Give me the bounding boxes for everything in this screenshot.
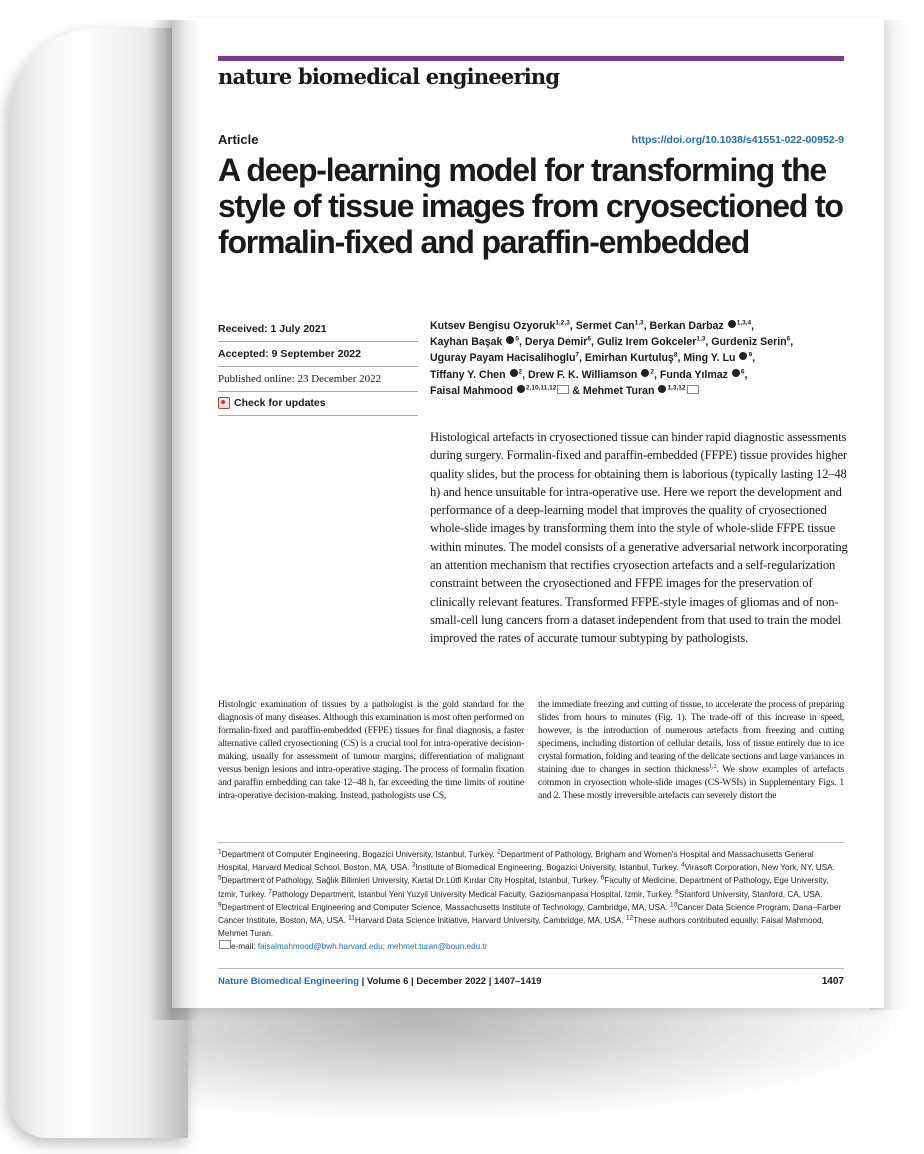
journal-name: nature biomedical engineering — [218, 64, 560, 89]
email-icon[interactable] — [557, 385, 569, 394]
orcid-icon[interactable] — [517, 385, 525, 393]
page-number: 1407 — [821, 976, 844, 987]
page-spine-shadow — [150, 20, 200, 1020]
affiliation-text: Pathology Department, Istanbul Yeni Yuzyil University Medical Faculty, Gaziosmanpasa Hospital, Izmir, Turkey. — [271, 889, 676, 899]
affiliation-text: Department of Pathology, Sağlık Bilimleri University, Kartal Dr.Lütfi Kırdar City Hospital, Istanbul, Turkey. — [221, 876, 601, 886]
footer-citation: Nature Biomedical Engineering | Volume 6 | December 2022 | 1407–1419 — [218, 976, 542, 987]
body-column-left: Histologic examination of tissues by a pathologist is the gold standard for the diagnosis of many diseases. Although this examination is most often performed on formalin-fixed and paraffin-embedded (FFPE) tissues for final diagnosis, a faster alternative called cryosectioning (CS) is a crucial tool for intra-operative decision-making, usually for assessment of tumour margins, differentiation of malignant versus benign lesions and intra-operative staging. The process of formalin fixation and paraffin embedding can take 12–48 h, far exceeding the time limits of routine intra-operative decision-making. Instead, pathologists use CS, — [218, 699, 524, 801]
orcid-icon[interactable] — [728, 320, 736, 328]
footer-journal[interactable]: Nature Biomedical Engineering — [218, 976, 359, 987]
affiliation-number: 10 — [670, 901, 678, 909]
orcid-icon[interactable] — [510, 369, 518, 377]
affiliation-number: 3 — [411, 861, 416, 869]
affiliation-number: 1 — [218, 848, 222, 856]
affiliation-number: 9 — [218, 901, 222, 909]
author-list: Kutsev Bengisu Ozyoruk$^{1,2,3}$, Sermet Can$^{1,3}$, Berkan Darbaz $^{1,3,4}$, Kayhan Başak $^5$, Derya Demir$^6$, Guliz Irem Gokceler$^{1,3}$, Gurdeniz Serin$^6$, Uguray Payam Hacisalihoglu$^7$, Emirhan Kurtuluş$^8$, Ming Y. Lu $^9$, Tiffany Y. Chen $^2$, Drew F. K. Williamson $^2$, Funda Yılmaz $^6$, Faisal Mahmood $^{2,10,11,12}$ & Mehmet Turan $^{1,3,12}$ — [430, 319, 794, 397]
email-links[interactable]: faisalmahmood@bwh.harvard.edu; mehmet.turan@boun.edu.tr — [257, 942, 488, 952]
affiliations-divider — [218, 842, 844, 843]
affiliation-text: Department of Electrical Engineering and Computer Science, Massachusetts Institute of Technology, Cambridge, MA, USA. — [221, 902, 671, 912]
affiliation-number: 5 — [218, 874, 222, 882]
affiliation-text: Department of Pathology, Brigham and Women's Hospital and Massachusetts General Hospital, Harvard Medical School, Boston, MA, USA. — [218, 850, 814, 873]
doi-link[interactable]: https://doi.org/10.1038/s41551-022-00952-9 — [631, 134, 844, 146]
orcid-icon[interactable] — [658, 385, 666, 393]
journal-accent-bar — [218, 56, 844, 61]
affiliation-number: 7 — [268, 887, 272, 895]
received-date: Received: 1 July 2021 — [218, 316, 418, 342]
affiliation-text: Faculty of Medicine, Department of Pathology, Ege University, Izmir, Turkey. — [218, 876, 829, 899]
affiliation-text: Stanford University, Stanford, CA, USA. — [678, 889, 823, 899]
orcid-icon[interactable] — [641, 369, 649, 377]
affiliation-text: These authors contributed equally: Faisal Mahmood, Mehmet Turan. — [218, 916, 824, 939]
abstract: Histological artefacts in cryosectioned tissue can hinder rapid diagnostic assessments during surgery. Formalin-fixed and paraffin-embedded (FFPE) tissue provides higher quality slides, but the process for obtaining them is laborious (typically lasting 12–48 h) and hence unsuitable for intra-operative use. Here we report the development and performance of a deep-learning model that improves the quality of cryosectioned whole-slide images by transforming them into the style of whole-slide FFPE tissue within minutes. The model consists of a generative adversarial network incorporating an attention mechanism that rectifies cryosection artefacts and a self-regularization constraint between the cryosectioned and FFPE images for the preservation of clinically relevant features. Transformed FFPE-style images of gliomas and of non-small-cell lung cancers from a dataset independent from that used to train the model improved the rates of accurate tumour subtyping by pathologists. — [430, 430, 848, 646]
accepted-date: Accepted: 9 September 2022 — [218, 341, 418, 367]
affiliation-text: Department of Computer Engineering, Bogazici University, Istanbul, Turkey. — [221, 850, 498, 859]
email-icon — [219, 940, 231, 949]
affiliation-number: 8 — [675, 887, 679, 895]
affiliation-number: 4 — [680, 861, 685, 869]
affiliation-text: Virasoft Corporation, New York, NY, USA. — [684, 863, 835, 873]
check-updates[interactable] — [218, 390, 418, 416]
orcid-icon[interactable] — [732, 369, 740, 377]
published-date: Published online: 23 December 2022 — [218, 366, 418, 392]
affiliations: $^1$Department of Computer Engineering, Bogazici University, Istanbul, Turkey. $^2$Department of Pathology, Brigham and Women's Hospital and Massachusetts General Hospital, Harvard Medical School, Boston, MA, USA. $^3$Institute of Biomedical Engineering, Bogazici University, Istanbul, Turkey. $^4$Virasoft Corporation, New York, NY, USA. $^5$Department of Pathology, Sağlık Bilimleri University, Kartal Dr.Lütfi Kırdar City Hospital, Istanbul, Turkey. $^6$Faculty of Medicine, Department of Pathology, Ege University, Izmir, Turkey. $^7$Pathology Department, Istanbul Yeni Yuzyil University Medical Faculty, Gaziosmanpasa Hospital, Izmir, Turkey. $^8$Stanford University, Stanford, CA, USA. $^9$Department of Electrical Engineering and Computer Science, Massachusetts Institute of Technology, Cambridge, MA, USA. $^{10}$Cancer Data Science Program, Dana–Farber Cancer Institute, Boston, MA, USA. $^{11}$Harvard Data Science Initiative, Harvard University, Cambridge, MA, USA. $^{12}$These authors contributed equally: Faisal Mahmood, Mehmet Turan. e-mail: faisalmahmood@bwh.harvard.edu; mehmet.turan@boun.edu.tr — [218, 848, 842, 952]
footer-divider — [218, 968, 844, 969]
affiliation-text: Institute of Biomedical Engineering, Bogazici University, Istanbul, Turkey. — [415, 863, 681, 873]
affiliation-text: Harvard Data Science Initiative, Harvard University, Cambridge, MA, USA. — [354, 916, 626, 926]
orcid-icon[interactable] — [506, 336, 514, 344]
body-column-right: the immediate freezing and cutting of tissue, to accelerate the process of preparing slides from hours to minutes (Fig. 1). The trade-off of this increase in speed, however, is the introduction of numerous artefacts from freezing and cutting specimens, including distortion of cellular details, loss of tissue entirely due to ice crystal formation, folding and tearing of the delicate sections and large variances in staining due to changes in section thickness$^{1,2}$. We show examples of artefacts common in cryosection whole-slide images (CS-WSIs) in Supplementary Figs. 1 and 2. These mostly irreversible artefacts can severely distort the — [538, 699, 845, 801]
check-updates-icon — [218, 397, 230, 409]
affiliation-number: 11 — [348, 914, 355, 922]
check-updates-label: Check for updates — [234, 397, 326, 409]
affiliation-number: 2 — [497, 848, 501, 856]
article-title: A deep-learning model for transforming the style of tissue images from cryosectioned to formalin-fixed and paraffin-embedded — [218, 152, 843, 260]
affiliation-number: 6 — [600, 874, 605, 882]
orcid-icon[interactable] — [739, 352, 747, 360]
affiliation-text: Cancer Data Science Program, Dana–Farber Cancer Institute, Boston, MA, USA. — [218, 902, 842, 926]
affiliation-number: 12 — [625, 914, 634, 922]
email-icon[interactable] — [687, 385, 699, 394]
article-type: Article — [218, 132, 259, 147]
